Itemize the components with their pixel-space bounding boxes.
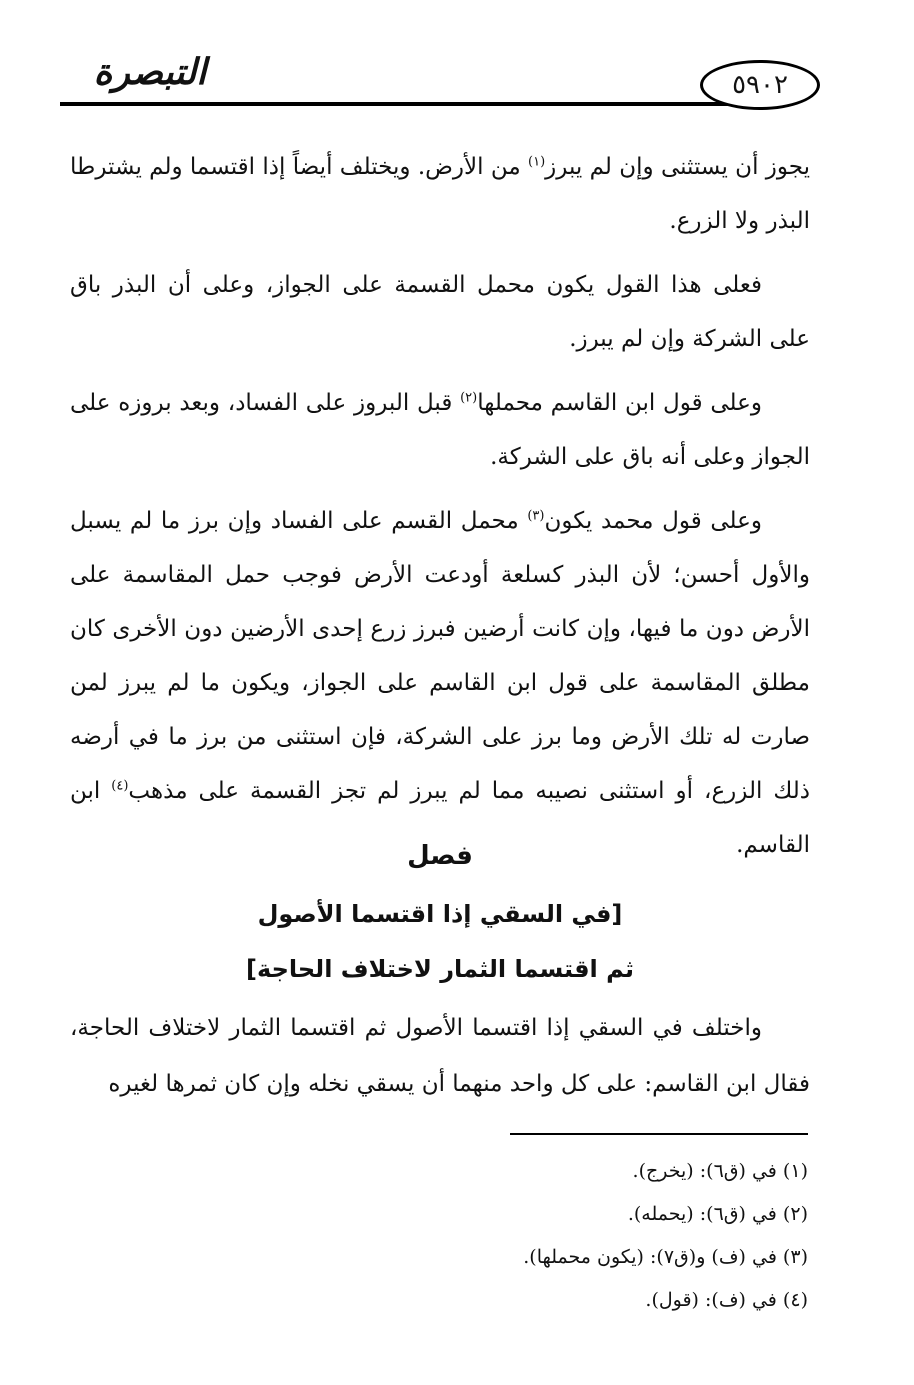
section-subtitle-line-1: [في السقي إذا اقتسما الأصول [257,900,623,928]
page-number: ٥٩٠٢ [732,70,788,100]
paragraph-2: فعلى هذا القول يكون محمل القسمة على الجواز، وعلى أن البذر باق على الشركة وإن لم يبرز. [70,272,810,352]
page-number-badge [700,60,820,110]
paragraph-5: واختلف في السقي إذا اقتسما الأصول ثم اقتسما الثمار لاختلاف الحاجة، فقال ابن القاسم: على كل واحد منهما أن يسقي نخله وإن كان ثمرها لغيره [70,1015,810,1097]
footnote-separator [510,1133,808,1135]
section-heading: فصل [407,841,473,871]
main-text [70,140,810,882]
footnote-ref-1: (١) [528,154,546,170]
paragraph-3: وعلى قول ابن القاسم محملها$^{(٢)}$ قبل البروز على الفساد، وبعد بروزه على الجواز وعلى أنه باق على الشركة. [70,390,810,470]
header-rule [60,102,755,106]
paragraph-4: وعلى قول محمد يكون$^{(٣)}$ محمل القسم على الفساد وإن برز ما لم يسبل والأول أحسن؛ لأن البذر كسلعة أودعت الأرض فوجب حمل المقاسمة على الأرض دون ما فيها، وإن كانت أرضين فبرز زرع إحدى الأرضين دون الأخرى كان مطلق المقاسمة على قول ابن القاسم على الجواز، ويكون ما لم يبرز لمن صارت له تلك الأرض وما برز على الشركة، فإن استثنى من برز ما في أرضه ذلك الزرع، أو استثنى نصيبه مما لم يبرز لم تجز القسمة على مذهب$^{(٤)}$ ابن القاسم. [70,508,810,858]
footnote-4: (٤) في (ف): (قول). [645,1289,808,1311]
footnotes [70,1150,808,1322]
paragraph-1: يجوز أن يستثنى وإن لم يبرز$^{(١)}$ من الأرض. ويختلف أيضاً إذا اقتسما ولم يشترطا البذر ولا الزرع. [70,154,811,234]
page-header [60,40,820,110]
footnote-3: (٣) في (ف) و(ق٧): (يكون محملها). [523,1246,808,1268]
footnote-1: (١) في (ق٦): (يخرج). [632,1160,808,1182]
section-text [70,1000,810,1112]
footnote-ref-4: (٤) [111,778,129,794]
section-subtitle-line-2: ثم اقتسما الثمار لاختلاف الحاجة] [246,955,634,983]
footnote-2: (٢) في (ق٦): (يحمله). [627,1203,808,1225]
footnote-ref-3: (٣) [527,508,545,524]
book-title: التبصرة [93,51,207,93]
footnote-ref-2: (٢) [460,390,478,406]
